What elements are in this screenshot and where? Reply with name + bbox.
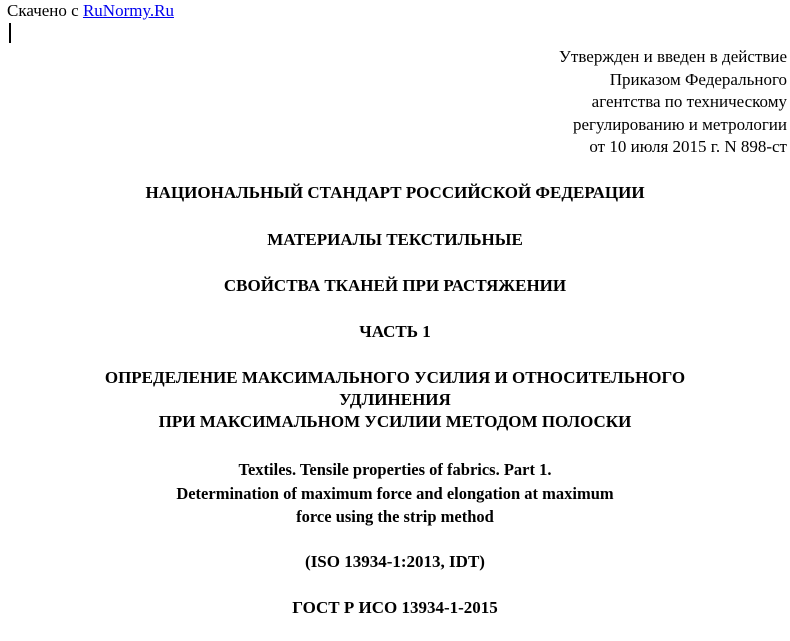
english-title-line: force using the strip method	[296, 507, 494, 526]
approval-line: регулированию и метрологии	[572, 114, 787, 134]
source-prefix: Скачено с	[7, 1, 83, 20]
standard-title: НАЦИОНАЛЬНЫЙ СТАНДАРТ РОССИЙСКОЙ ФЕДЕРАЦИИ	[145, 183, 645, 202]
iso-reference: (ISO 13934-1:2013, IDT)	[305, 552, 485, 571]
text-cursor	[9, 23, 11, 43]
topic-heading: СВОЙСТВА ТКАНЕЙ ПРИ РАСТЯЖЕНИИ	[223, 276, 567, 295]
method-title-line: УДЛИНЕНИЯ	[339, 390, 451, 409]
approval-block	[559, 46, 787, 159]
part-heading: ЧАСТЬ 1	[359, 322, 431, 341]
approval-line: Утвержден и введен в действие	[558, 47, 787, 66]
english-title-line: Textiles. Tensile properties of fabrics. Part 1.	[238, 460, 552, 479]
english-title-block	[0, 458, 790, 529]
subject-heading: МАТЕРИАЛЫ ТЕКСТИЛЬНЫЕ	[267, 230, 523, 249]
approval-line: от 10 июля 2015 г. N 898-ст	[589, 137, 787, 156]
approval-line: Приказом Федерального	[609, 69, 787, 89]
source-link[interactable]: RuNormy.Ru	[82, 1, 174, 20]
approval-line: агентства по техническому	[591, 92, 787, 111]
english-title-line: Determination of maximum force and elongation at maximum	[176, 483, 614, 503]
standard-designation: ГОСТ Р ИСО 13934-1-2015	[292, 598, 498, 617]
method-title-line: ПРИ МАКСИМАЛЬНОМ УСИЛИИ МЕТОДОМ ПОЛОСКИ	[158, 412, 632, 431]
method-title-line: ОПРЕДЕЛЕНИЕ МАКСИМАЛЬНОГО УСИЛИЯ И ОТНОСИТЕЛЬНОГО	[104, 368, 686, 387]
method-title-block	[0, 367, 790, 433]
source-line	[7, 1, 174, 21]
